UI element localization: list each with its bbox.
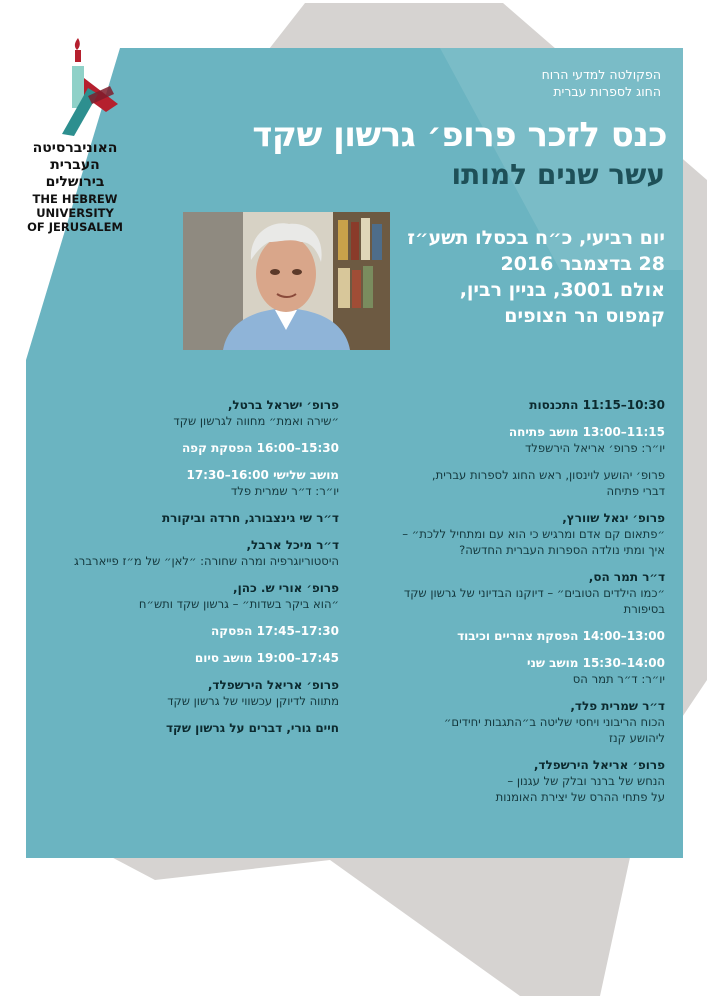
program-line: ד״ר שי גינצבורג, חרדה וביקורת bbox=[161, 511, 339, 525]
program-line: פרופ׳ ישראל ברטל, bbox=[227, 398, 339, 412]
faculty-name: הפקולטה למדעי הרוח bbox=[541, 67, 661, 82]
program-line: ד״ר תמר הס, bbox=[588, 570, 665, 584]
program-item bbox=[375, 397, 665, 413]
program-line: חיים גורי, דברים על גרשון שקד bbox=[165, 721, 339, 735]
portrait-photo bbox=[183, 212, 390, 350]
university-emblem-icon bbox=[58, 38, 118, 136]
program-item bbox=[375, 655, 665, 687]
program-line: פרופ׳ אריאל הירשפלד, bbox=[533, 758, 665, 772]
program-line: איך ומתי נולדה הספרות העברית החדשה? bbox=[459, 543, 665, 557]
logo-hebrew-line: העברית bbox=[50, 157, 100, 173]
logo-english-line: OF JERUSALEM bbox=[27, 220, 123, 234]
program-line: הכוח הריבוני ויחסי שליטה ב״התגבות יחידים״ bbox=[443, 715, 665, 729]
program-line: יו״ר: פרופ׳ אריאל הירשפלד bbox=[524, 441, 665, 455]
logo-hebrew-name bbox=[20, 140, 130, 191]
program-item bbox=[375, 424, 665, 456]
program-line: ד״ר מיכל ארבל, bbox=[246, 538, 339, 552]
program-item bbox=[29, 440, 339, 456]
logo-english-name bbox=[20, 192, 130, 234]
faculty-header bbox=[542, 66, 661, 100]
event-date-hebrew: יום רביעי, כ״ח בכסלו תשע״ז bbox=[407, 227, 665, 249]
portrait-illustration bbox=[183, 212, 390, 350]
program-line: ״כמו הילדים הטובים״ – דיוקנו הבדיוני של גרשון שקד bbox=[403, 586, 665, 600]
program-item bbox=[29, 623, 339, 639]
program-line: מתווה לדיוקן עכשווי של גרשון שקד bbox=[167, 694, 339, 708]
program-item bbox=[29, 580, 339, 612]
program-line: הנחש של ברנר ובלק של עגנון – bbox=[507, 774, 665, 788]
department-name: החוג לספרות עברית bbox=[553, 84, 661, 99]
program-line: דברי פתיחה bbox=[606, 484, 665, 498]
page-subtitle: עשר שנים למותו bbox=[451, 158, 665, 191]
program-item bbox=[375, 757, 665, 805]
program-line: 11:15–13:00 מושב פתיחה bbox=[508, 425, 665, 439]
program-item bbox=[375, 628, 665, 644]
program-line: 17:30–17:45 הפסקה bbox=[211, 624, 339, 638]
program-line: 10:30–11:15 התכנסות bbox=[529, 398, 665, 412]
program-item bbox=[29, 467, 339, 499]
program-item bbox=[29, 650, 339, 666]
program-line: ״פתאום קם אדם ומרגיש כי הוא עם ומתחיל ללכת״ – bbox=[402, 527, 665, 541]
program-item bbox=[375, 698, 665, 746]
program-line: 17:45–19:00 מושב סיום bbox=[194, 651, 339, 665]
program-item bbox=[29, 397, 339, 429]
event-location: אולם 3001, בניין רבין, bbox=[459, 279, 665, 301]
logo-english-line: UNIVERSITY bbox=[36, 206, 114, 220]
event-details bbox=[407, 225, 665, 329]
program-line: בסיפורת bbox=[623, 602, 665, 616]
logo-hebrew-line: האוניברסיטה bbox=[32, 140, 118, 156]
program-item bbox=[375, 510, 665, 558]
program-line: פרופ׳ יהושע לוינסון, ראש החוג לספרות עברית, bbox=[431, 468, 665, 482]
program-item bbox=[375, 467, 665, 499]
logo-hebrew-line: בירושלים bbox=[45, 174, 105, 190]
program-line: על פתחי ההרס של יצירת האומנות bbox=[495, 790, 665, 804]
program-line: ״שירה ואמת״ מחווה לגרשון שקד bbox=[173, 414, 339, 428]
logo-english-line: THE HEBREW bbox=[32, 192, 118, 206]
program-item bbox=[29, 510, 339, 526]
program-line: ליהושע קנז bbox=[609, 731, 665, 745]
program-line: 14:00–15:30 מושב שני bbox=[526, 656, 665, 670]
page-title: כנס לזכר פרופ׳ גרשון שקד bbox=[252, 115, 667, 155]
program-item bbox=[29, 677, 339, 709]
program-line: פרופ׳ אורי ש. כהן, bbox=[233, 581, 339, 595]
program-line: פרופ׳ יגאל שוורץ, bbox=[562, 511, 665, 525]
event-campus: קמפוס הר הצופים bbox=[504, 305, 665, 327]
program-item bbox=[29, 720, 339, 736]
program-item bbox=[29, 537, 339, 569]
program-line: מושב שלישי 16:00–17:30 bbox=[186, 468, 339, 482]
program-right-column bbox=[375, 397, 665, 816]
program-item bbox=[375, 569, 665, 617]
event-date-gregorian: 28 בדצמבר 2016 bbox=[500, 253, 665, 275]
program-line: יו״ר: ד״ר תמר הס bbox=[572, 672, 665, 686]
program-line: 13:00–14:00 הפסקת צהריים וכיבוד bbox=[457, 629, 665, 643]
program-line: ״הוא ביקר בשדות״ – גרשון שקד ותש״ח bbox=[138, 597, 339, 611]
program-line: ד״ר שמרית פלד, bbox=[570, 699, 665, 713]
program-left-column bbox=[29, 397, 339, 747]
program-line: פרופ׳ אריאל הירשפלד, bbox=[207, 678, 339, 692]
program-line: 15:30–16:00 הפסקת קפה bbox=[181, 441, 339, 455]
program-line: יו״ר: ד״ר שמרית פלד bbox=[230, 484, 339, 498]
program-line: היסטוריוגרפיה ומרה שחורה: ״לאן״ של מ״ז פייארברג bbox=[74, 554, 339, 568]
